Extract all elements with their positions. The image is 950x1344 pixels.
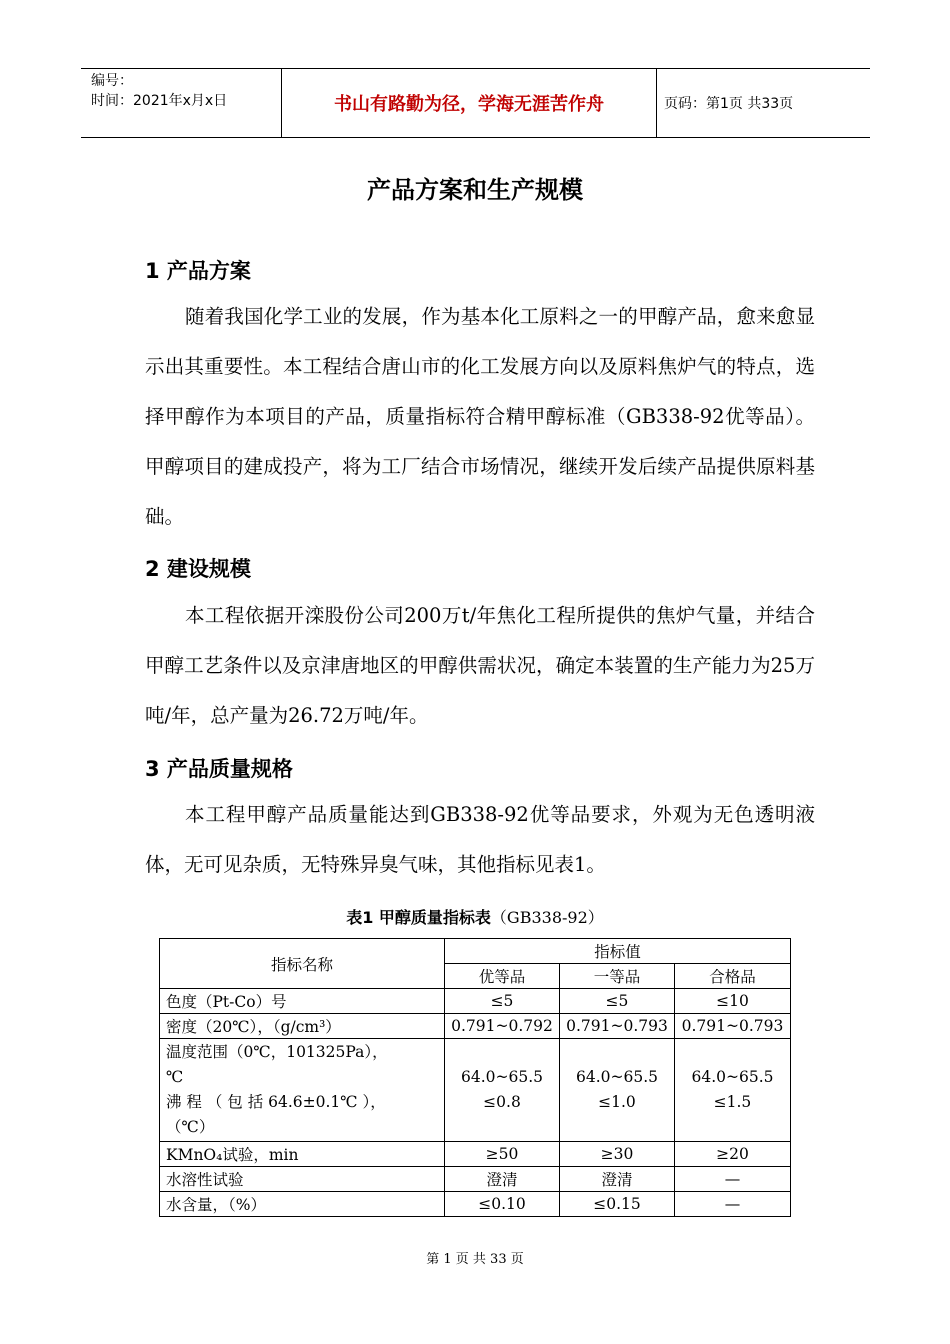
row-value: 澄清 — [445, 1167, 560, 1192]
section-heading-product-plan: 1 产品方案 — [145, 259, 251, 283]
row-value-boiling: ≤1.5 — [713, 1093, 752, 1111]
row-name-line: ℃ — [166, 1068, 184, 1086]
table-row — [160, 1039, 791, 1142]
row-name-line: （℃） — [166, 1118, 215, 1136]
table-row — [160, 1014, 791, 1039]
row-name: KMnO₄试验，min — [160, 1142, 445, 1167]
row-value — [559, 1039, 674, 1142]
header-meta — [81, 69, 281, 137]
row-name: 水含量，（%） — [160, 1192, 445, 1217]
table-caption-standard: （GB338-92） — [490, 908, 604, 927]
table-row — [160, 1192, 791, 1217]
table-row — [160, 1167, 791, 1192]
row-name-line: 沸 程 （ 包 括 64.6±0.1℃ ）， — [166, 1093, 386, 1111]
grade-first: 一等品 — [559, 964, 674, 989]
row-value: 0.791~0.793 — [559, 1014, 674, 1039]
section-paragraph-scale: 本工程依据开滦股份公司200万t/年焦化工程所提供的焦炉气量，并结合甲醇工艺条件以及京津唐地区的甲醇供需状况，确定本装置的生产能力为25万吨/年，总产量为26.72万吨/年。 — [145, 604, 815, 727]
row-name: 水溶性试验 — [160, 1167, 445, 1192]
section-paragraph-quality: 本工程甲醇产品质量能达到GB338-92优等品要求，外观为无色透明液体，无可见杂质，无特殊异臭气味，其他指标见表1。 — [145, 803, 815, 876]
row-value: — — [674, 1167, 790, 1192]
row-value: 澄清 — [559, 1167, 674, 1192]
header-indicator-name: 指标名称 — [160, 939, 445, 989]
header-page-label: 页码：第1页 共33页 — [664, 96, 794, 112]
row-value: ≥30 — [559, 1142, 674, 1167]
header-indicator-value: 指标值 — [445, 939, 791, 964]
doc-date-label: 时间：2021年x月x日 — [91, 93, 228, 109]
row-value: 0.791~0.792 — [445, 1014, 560, 1039]
row-value — [445, 1039, 560, 1142]
row-value: ≤0.10 — [445, 1192, 560, 1217]
page-header — [81, 68, 870, 138]
row-name: 密度（20℃），（g/cm³） — [160, 1014, 445, 1039]
header-motto: 书山有路勤为径，学海无涯苦作舟 — [281, 69, 657, 137]
grade-qualified: 合格品 — [674, 964, 790, 989]
section-heading-scale: 2 建设规模 — [145, 557, 251, 581]
section-heading-quality: 3 产品质量规格 — [145, 757, 293, 781]
table-header-row — [160, 939, 791, 964]
row-value: ≥20 — [674, 1142, 790, 1167]
section-paragraph-product-plan: 随着我国化学工业的发展，作为基本化工原料之一的甲醇产品，愈来愈显示出其重要性。本工程结合唐山市的化工发展方向以及原料焦炉气的特点，选择甲醇作为本项目的产品，质量指标符合精甲醇标准（GB338-92优等品）。甲醇项目的建成投产，将为工厂结合市场情况，继续开发后续产品提供原料基础。 — [145, 305, 815, 528]
row-value-boiling: ≤0.8 — [483, 1093, 521, 1111]
row-value: ≤0.15 — [559, 1192, 674, 1217]
document-title: 产品方案和生产规模 — [367, 176, 583, 204]
row-value: ≥50 — [445, 1142, 560, 1167]
table-caption — [0, 905, 950, 928]
row-value-range: 64.0~65.5 — [691, 1068, 774, 1086]
row-name-line: 温度范围（0℃，101325Pa）， — [166, 1043, 388, 1061]
row-value: 0.791~0.793 — [674, 1014, 790, 1039]
row-name: 色度（Pt-Co）号 — [160, 989, 445, 1014]
table-caption-title: 表1 甲醇质量指标表 — [346, 908, 491, 927]
table-row — [160, 989, 791, 1014]
row-name — [160, 1039, 445, 1142]
row-value-boiling: ≤1.0 — [598, 1093, 636, 1111]
row-value: ≤10 — [674, 989, 790, 1014]
doc-number-label: 编号： — [91, 73, 133, 89]
row-value-range: 64.0~65.5 — [460, 1068, 543, 1086]
row-value: — — [674, 1192, 790, 1217]
grade-premium: 优等品 — [445, 964, 560, 989]
row-value: ≤5 — [559, 989, 674, 1014]
methanol-quality-table — [159, 938, 791, 1217]
row-value-range: 64.0~65.5 — [575, 1068, 658, 1086]
row-value — [674, 1039, 790, 1142]
row-value: ≤5 — [445, 989, 560, 1014]
page-footer: 第 1 页 共 33 页 — [426, 1252, 524, 1267]
table-row — [160, 1142, 791, 1167]
